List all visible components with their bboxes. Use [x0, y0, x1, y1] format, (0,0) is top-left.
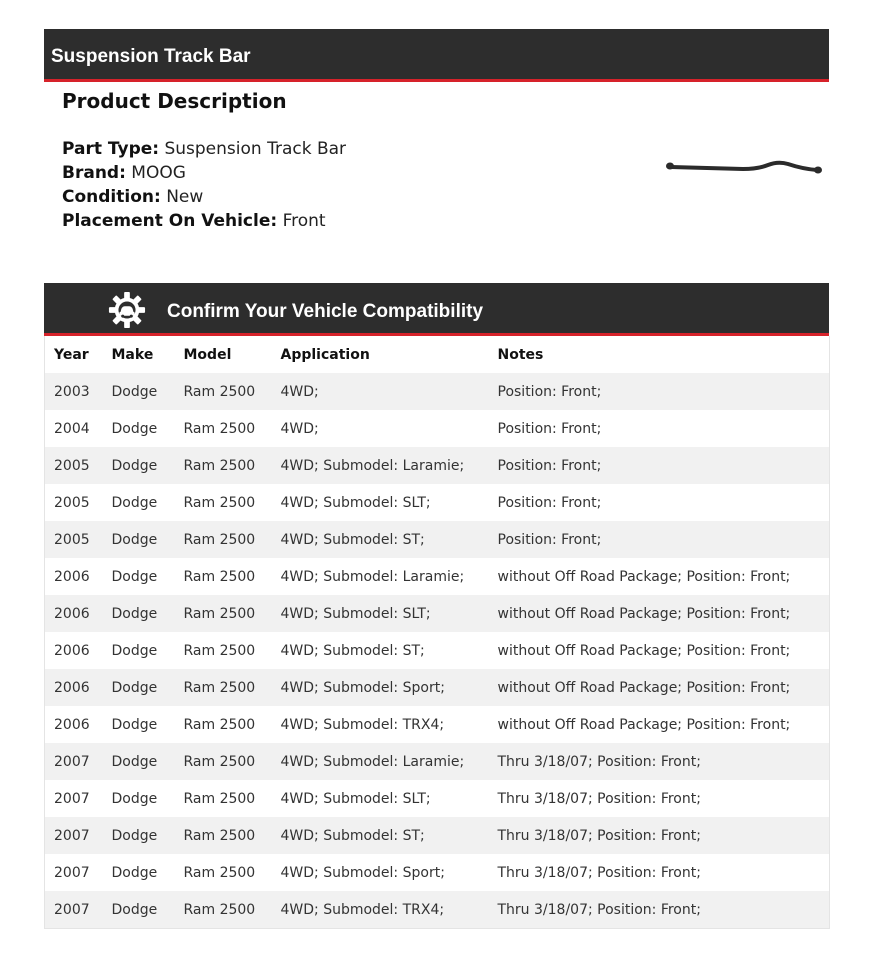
- spec-value: Suspension Track Bar: [164, 139, 347, 159]
- cell-model: Ram 2500: [183, 642, 256, 659]
- cell-application: 4WD; Submodel: TRX4;: [280, 716, 445, 733]
- table-row: [45, 484, 830, 521]
- cell-make: Dodge: [111, 383, 158, 400]
- cell-notes: Position: Front;: [497, 531, 602, 548]
- compatibility-table: [44, 336, 830, 929]
- cell-model: Ram 2500: [183, 605, 256, 622]
- cell-year: 2006: [54, 605, 90, 622]
- cell-application: 4WD; Submodel: SLT;: [280, 494, 431, 511]
- cell-year: 2007: [54, 864, 90, 881]
- column-header-year: Year: [54, 346, 89, 363]
- cell-notes: without Off Road Package; Position: Front;: [497, 568, 791, 585]
- spec-label: Part Type:: [62, 139, 160, 159]
- table-row: [45, 780, 830, 817]
- cell-notes: Position: Front;: [497, 494, 602, 511]
- table-row: [45, 817, 830, 854]
- cell-model: Ram 2500: [183, 753, 256, 770]
- title-banner: [44, 29, 829, 82]
- spec-list: [62, 137, 346, 233]
- cell-notes: without Off Road Package; Position: Front;: [497, 679, 791, 696]
- cell-notes: Thru 3/18/07; Position: Front;: [497, 790, 701, 807]
- cell-year: 2006: [54, 679, 90, 696]
- cell-year: 2006: [54, 642, 90, 659]
- cell-make: Dodge: [111, 457, 158, 474]
- cell-year: 2006: [54, 568, 90, 585]
- table-row: [45, 706, 830, 743]
- compatibility-title: Confirm Your Vehicle Compatibility: [167, 301, 484, 322]
- cell-make: Dodge: [111, 531, 158, 548]
- cell-model: Ram 2500: [183, 457, 256, 474]
- cell-make: Dodge: [111, 568, 158, 585]
- cell-application: 4WD; Submodel: Laramie;: [280, 568, 465, 585]
- description-heading: Product Description: [62, 89, 287, 113]
- cell-application: 4WD; Submodel: Laramie;: [280, 457, 465, 474]
- cell-year: 2007: [54, 790, 90, 807]
- cell-notes: Thru 3/18/07; Position: Front;: [497, 864, 701, 881]
- table-row: [45, 632, 830, 669]
- track-bar-product-image: [663, 150, 823, 184]
- cell-notes: Thru 3/18/07; Position: Front;: [497, 827, 701, 844]
- cell-notes: Position: Front;: [497, 383, 602, 400]
- page-title: Suspension Track Bar: [51, 46, 251, 67]
- cell-model: Ram 2500: [183, 864, 256, 881]
- spec-part-type: [62, 137, 346, 161]
- cell-notes: without Off Road Package; Position: Front;: [497, 605, 791, 622]
- cell-model: Ram 2500: [183, 790, 256, 807]
- cell-year: 2007: [54, 753, 90, 770]
- compatibility-banner: [44, 283, 829, 336]
- cell-application: 4WD; Submodel: Laramie;: [280, 753, 465, 770]
- cell-application: 4WD; Submodel: Sport;: [280, 679, 445, 696]
- cell-application: 4WD;: [280, 383, 319, 400]
- cell-year: 2004: [54, 420, 90, 437]
- table-row: [45, 743, 830, 780]
- cell-notes: without Off Road Package; Position: Front;: [497, 642, 791, 659]
- cell-year: 2007: [54, 901, 90, 918]
- cell-make: Dodge: [111, 901, 158, 918]
- cell-model: Ram 2500: [183, 568, 256, 585]
- spec-value: Front: [282, 211, 326, 231]
- cell-make: Dodge: [111, 753, 158, 770]
- gear-car-icon: [108, 291, 146, 329]
- table-row: [45, 854, 830, 891]
- cell-model: Ram 2500: [183, 383, 256, 400]
- cell-year: 2007: [54, 827, 90, 844]
- cell-notes: Position: Front;: [497, 420, 602, 437]
- cell-notes: without Off Road Package; Position: Front;: [497, 716, 791, 733]
- cell-notes: Position: Front;: [497, 457, 602, 474]
- cell-application: 4WD; Submodel: ST;: [280, 827, 425, 844]
- cell-year: 2003: [54, 383, 90, 400]
- cell-model: Ram 2500: [183, 827, 256, 844]
- cell-application: 4WD; Submodel: SLT;: [280, 790, 431, 807]
- table-row: [45, 891, 830, 929]
- spec-label: Placement On Vehicle:: [62, 211, 278, 231]
- spec-brand: [62, 161, 346, 185]
- table-row: [45, 373, 830, 410]
- cell-model: Ram 2500: [183, 679, 256, 696]
- cell-application: 4WD; Submodel: ST;: [280, 642, 425, 659]
- cell-notes: Thru 3/18/07; Position: Front;: [497, 753, 701, 770]
- table-body: [45, 373, 830, 929]
- column-header-make: Make: [111, 346, 154, 363]
- cell-model: Ram 2500: [183, 494, 256, 511]
- cell-model: Ram 2500: [183, 716, 256, 733]
- cell-model: Ram 2500: [183, 531, 256, 548]
- cell-make: Dodge: [111, 827, 158, 844]
- table-row: [45, 595, 830, 632]
- spec-condition: [62, 185, 346, 209]
- cell-make: Dodge: [111, 864, 158, 881]
- cell-model: Ram 2500: [183, 420, 256, 437]
- spec-value: New: [166, 187, 204, 207]
- column-header-application: Application: [280, 346, 370, 363]
- spec-placement: [62, 209, 346, 233]
- cell-year: 2005: [54, 494, 90, 511]
- table-row: [45, 521, 830, 558]
- table-header-row: [45, 336, 830, 373]
- cell-notes: Thru 3/18/07; Position: Front;: [497, 901, 701, 918]
- table-row: [45, 410, 830, 447]
- cell-make: Dodge: [111, 716, 158, 733]
- cell-year: 2005: [54, 531, 90, 548]
- cell-make: Dodge: [111, 420, 158, 437]
- table-row: [45, 669, 830, 706]
- spec-value: MOOG: [131, 163, 186, 183]
- column-header-model: Model: [183, 346, 232, 363]
- cell-application: 4WD; Submodel: SLT;: [280, 605, 431, 622]
- cell-year: 2006: [54, 716, 90, 733]
- table-row: [45, 447, 830, 484]
- cell-model: Ram 2500: [183, 901, 256, 918]
- cell-application: 4WD; Submodel: ST;: [280, 531, 425, 548]
- cell-application: 4WD; Submodel: TRX4;: [280, 901, 445, 918]
- cell-application: 4WD;: [280, 420, 319, 437]
- cell-make: Dodge: [111, 494, 158, 511]
- cell-make: Dodge: [111, 790, 158, 807]
- spec-label: Brand:: [62, 163, 126, 183]
- cell-make: Dodge: [111, 605, 158, 622]
- column-header-notes: Notes: [497, 346, 544, 363]
- table-row: [45, 558, 830, 595]
- cell-application: 4WD; Submodel: Sport;: [280, 864, 445, 881]
- cell-make: Dodge: [111, 642, 158, 659]
- spec-label: Condition:: [62, 187, 161, 207]
- cell-year: 2005: [54, 457, 90, 474]
- cell-make: Dodge: [111, 679, 158, 696]
